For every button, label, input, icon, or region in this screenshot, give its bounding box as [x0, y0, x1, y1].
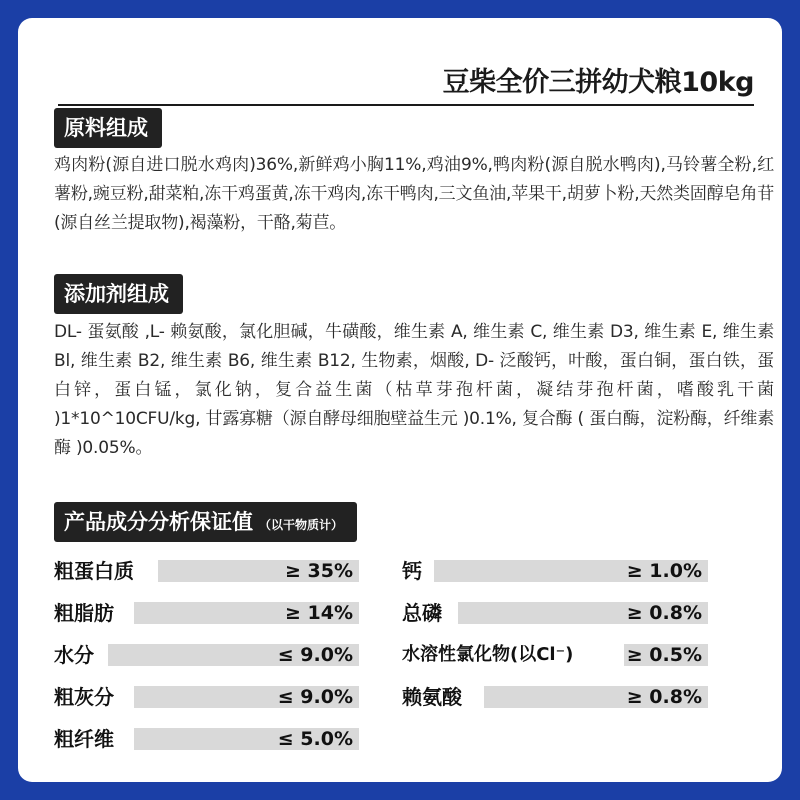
- nutrient-label: 水溶性氯化物(以Cl⁻): [402, 644, 574, 665]
- additives-heading: 添加剂组成: [54, 274, 183, 314]
- nutrient-row: [402, 558, 708, 584]
- nutrient-value: ≥ 1.0%: [626, 560, 702, 582]
- nutrient-value: ≤ 5.0%: [277, 728, 353, 750]
- nutrient-value: ≥ 14%: [284, 602, 353, 624]
- product-info-card: [18, 18, 782, 782]
- nutrient-value: ≤ 9.0%: [277, 644, 353, 666]
- nutrient-label: 粗纤维: [54, 727, 114, 751]
- nutrient-bar: [458, 602, 708, 624]
- title-divider: [58, 104, 754, 106]
- nutrient-bar: [134, 602, 359, 624]
- analysis-heading-text: 产品成分分析保证值: [64, 510, 253, 534]
- nutrient-value: ≥ 0.8%: [626, 686, 702, 708]
- nutrient-bar: [484, 686, 708, 708]
- nutrient-value: ≥ 0.5%: [626, 644, 702, 666]
- nutrient-label: 总磷: [402, 601, 442, 625]
- nutrient-row: [54, 684, 359, 710]
- ingredients-text: 鸡肉粉(源自进口脱水鸡肉)36%,新鲜鸡小胸11%,鸡油9%,鸭肉粉(源自脱水鸭肉),马铃薯全粉,红薯粉,豌豆粉,甜菜粕,冻干鸡蛋黄,冻干鸡肉,冻干鸭肉,三文鱼油,苹果干,胡萝卜粉,天然类固醇皂角苷(源自丝兰提取物),褐藻粉，干酪,菊苣。: [54, 155, 774, 233]
- nutrient-label: 粗灰分: [54, 685, 114, 709]
- nutrient-row: [54, 558, 359, 584]
- nutrient-value: ≤ 9.0%: [277, 686, 353, 708]
- nutrient-row: [54, 726, 359, 752]
- nutrient-bar: [624, 644, 708, 666]
- nutrient-label: 水分: [54, 643, 94, 667]
- nutrient-row: [54, 642, 359, 668]
- nutrient-bar: [134, 728, 359, 750]
- nutrient-label: 赖氨酸: [402, 685, 462, 709]
- nutrient-bar: [434, 560, 708, 582]
- nutrient-bar: [158, 560, 359, 582]
- analysis-heading: [54, 502, 357, 542]
- nutrient-value: ≥ 35%: [284, 560, 353, 582]
- ingredients-heading: 原料组成: [54, 108, 162, 148]
- nutrient-label: 钙: [402, 559, 422, 583]
- nutrient-label: 粗脂肪: [54, 601, 114, 625]
- nutrient-row: [402, 684, 708, 710]
- nutrient-bar: [134, 686, 359, 708]
- nutrient-row: [54, 600, 359, 626]
- additives-text: DL- 蛋氨酸 ,L- 赖氨酸，氯化胆碱，牛磺酸，维生素 A, 维生素 C, 维生素 D3, 维生素 E, 维生素 Bl, 维生素 B2, 维生素 B6, 维生素 B12, 生物素，烟酸, D- 泛酸钙，叶酸，蛋白铜，蛋白铁，蛋白锌，蛋白锰，氯化钠，复合益生菌（枯草芽孢杆菌，凝结芽孢杆菌，嗜酸乳干菌 )1*10^10CFU/kg, 甘露寡糖（源自酵母细胞壁益生元 )0.1%, 复合酶 ( 蛋白酶，淀粉酶，纤维素酶 )0.05%。: [54, 322, 774, 458]
- nutrient-label: 粗蛋白质: [54, 559, 134, 583]
- nutrient-row: [402, 600, 708, 626]
- product-title: 豆柴全价三拼幼犬粮10kg: [442, 67, 754, 98]
- nutrient-value: ≥ 0.8%: [626, 602, 702, 624]
- nutrient-bar: [108, 644, 359, 666]
- analysis-heading-note: （以干物质计）: [259, 518, 344, 532]
- nutrient-row: [402, 642, 708, 668]
